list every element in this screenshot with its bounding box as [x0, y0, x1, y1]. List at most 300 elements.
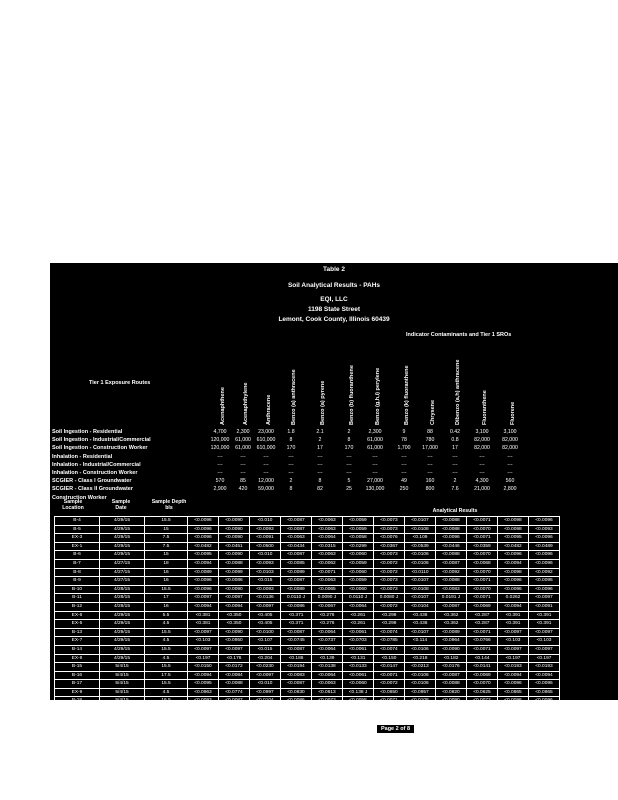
result-cell: <0.103 — [188, 637, 219, 646]
sample-depth-cell: 18 — [145, 559, 188, 568]
result-cell: <0.0096 — [529, 559, 560, 568]
result-cell: <0.0766 — [467, 637, 498, 646]
result-cell: <0.0136 — [250, 594, 281, 603]
route-value: 82,000 — [502, 445, 518, 452]
sample-date-cell: 5/4/15 — [100, 697, 145, 706]
route-value: 2,800 — [503, 486, 517, 493]
result-cell: <0.0074 — [374, 645, 405, 654]
result-cell: <0.0091 — [529, 602, 560, 611]
route-value: 21,000 — [474, 486, 490, 493]
result-cell: <0.144 — [467, 654, 498, 663]
result-cell: <0.391 — [529, 620, 560, 629]
result-cell: <0.0068 — [467, 559, 498, 568]
column-header: Acenaphthene — [220, 387, 226, 425]
sample-location-cell: B-17 — [55, 680, 100, 689]
result-cell: <0.0963 — [188, 688, 219, 697]
result-cell: <0.0070 — [467, 680, 498, 689]
result-cell: <0.0090 — [219, 525, 250, 534]
result-cell: <0.0064 — [343, 602, 374, 611]
result-cell: <0.131 — [343, 654, 374, 663]
result-cell: <0.0071 — [467, 577, 498, 586]
sample-date-cell: 4/29/15 — [100, 654, 145, 663]
sample-location-cell: B-13 — [55, 628, 100, 637]
result-cell: <0.0089 — [281, 568, 312, 577]
route-value: 610,000 — [256, 445, 276, 452]
result-cell: <0.0094 — [498, 602, 529, 611]
sample-depth-cell: 15.5 — [145, 628, 188, 637]
analytical-results-header: Analytical Results — [432, 508, 478, 514]
route-value: 5 — [347, 478, 351, 485]
sample-depth-cell: 15.5 — [145, 663, 188, 672]
company-name: EQI, LLC — [320, 296, 348, 303]
sample-depth-cell: 4.5 — [145, 620, 188, 629]
route-value: --- — [217, 470, 223, 476]
result-cell: <0.0063 — [312, 551, 343, 560]
table-row — [55, 645, 560, 654]
result-cell: <0.109 — [405, 534, 436, 543]
route-value: 23,000 — [258, 429, 274, 435]
sample-location-cell: B-11 — [55, 594, 100, 603]
sample-date-cell: 4/29/15 — [100, 620, 145, 629]
route-value: 4,700 — [213, 429, 227, 435]
result-cell: <0.0093 — [250, 585, 281, 594]
sample-date-cell: 4/29/15 — [100, 628, 145, 637]
sample-location-cell: B-15 — [55, 663, 100, 672]
sample-location-cell: B-9 — [55, 577, 100, 586]
result-cell: <0.0539 — [405, 542, 436, 551]
sample-depth-cell: 4.5 — [145, 637, 188, 646]
result-cell: <0.0096 — [529, 534, 560, 543]
sample-depth-cell: 5.5 — [145, 611, 188, 620]
result-cell: <0.0087 — [436, 602, 467, 611]
result-cell: <0.0090 — [219, 585, 250, 594]
result-cell: <0.197 — [498, 654, 529, 663]
result-cell: <0.0703 — [343, 637, 374, 646]
table-row — [55, 611, 560, 620]
route-value: 250 — [399, 486, 409, 493]
result-cell: <0.0103 — [250, 568, 281, 577]
table-row — [55, 585, 560, 594]
result-cell: <0.0213 — [405, 663, 436, 672]
result-cell: <0.362 — [436, 611, 467, 620]
result-cell: <0.0096 — [498, 585, 529, 594]
result-cell: <0.0092 — [529, 568, 560, 577]
table-row — [55, 525, 560, 534]
result-cell: <0.0063 — [312, 577, 343, 586]
route-value: --- — [427, 453, 433, 460]
result-cell: <0.0104 — [405, 602, 436, 611]
result-cell: <0.0096 — [498, 551, 529, 560]
result-cell: <0.0058 — [343, 534, 374, 543]
result-cell: <0.0172 — [219, 663, 250, 672]
result-cell: <0.0071 — [467, 534, 498, 543]
result-cell: <0.0090 — [219, 534, 250, 543]
sample-depth-cell: 16 — [145, 577, 188, 586]
route-value: 170 — [344, 445, 354, 452]
result-cell: <0.0315 — [312, 542, 343, 551]
sample-date-cell: 4/29/15 — [100, 517, 145, 526]
result-cell: <0.0088 — [436, 525, 467, 534]
result-cell: <0.0063 — [312, 517, 343, 526]
route-value: 560 — [505, 478, 515, 485]
result-cell: <0.0108 — [405, 585, 436, 594]
result-cell: <0.0230 — [250, 663, 281, 672]
result-cell: <0.0073 — [374, 525, 405, 534]
result-cell: <0.197 — [188, 654, 219, 663]
result-cell: <0.0097 — [219, 645, 250, 654]
result-cell: <0.0064 — [312, 671, 343, 680]
table-row — [55, 534, 560, 543]
route-value: --- — [346, 470, 352, 476]
sample-location-cell: B-4 — [55, 517, 100, 526]
result-cell: <0.0097 — [188, 628, 219, 637]
route-value: --- — [507, 470, 513, 476]
table-number: Table 2 — [323, 266, 345, 273]
route-value: --- — [288, 470, 294, 476]
route-label: SCGIER - Class II Groundwater — [52, 486, 133, 493]
result-cell: 0.0191 J — [436, 594, 467, 603]
result-cell: <0.0451 — [219, 542, 250, 551]
route-value: 0.42 — [449, 429, 461, 435]
result-cell: <0.0997 — [250, 688, 281, 697]
sample-depth-cell: 16 — [145, 568, 188, 577]
result-cell: <0.0061 — [343, 645, 374, 654]
route-value: --- — [317, 453, 323, 460]
result-cell: <0.0434 — [281, 542, 312, 551]
sample-location-cell: B-8 — [55, 568, 100, 577]
result-cell: <0.0613 — [312, 688, 343, 697]
route-value: 160 — [425, 478, 435, 485]
route-value: --- — [507, 461, 513, 468]
result-cell: <0.371 — [281, 611, 312, 620]
route-value: 1,700 — [397, 445, 411, 452]
result-cell: <0.0194 — [281, 663, 312, 672]
result-cell: <0.0085 — [281, 559, 312, 568]
column-header: Chrysene — [430, 399, 436, 425]
sample-depth-cell: 16 — [145, 602, 188, 611]
result-cell: <0.010 — [250, 551, 281, 560]
sample-depth-cell: 15 — [145, 551, 188, 560]
route-value: --- — [401, 461, 407, 468]
result-cell: <0.0076 — [374, 534, 405, 543]
route-value: 27,000 — [367, 478, 383, 485]
result-cell: <0.0094 — [188, 602, 219, 611]
result-cell: <0.0072 — [467, 697, 498, 706]
result-cell: <0.261 — [343, 620, 374, 629]
result-cell: <0.0095 — [188, 680, 219, 689]
result-cell: <0.0059 — [343, 517, 374, 526]
sample-date-cell: 5/4/15 — [100, 671, 145, 680]
result-cell: <0.0957 — [405, 688, 436, 697]
result-cell: <0.0065 — [312, 585, 343, 594]
result-cell: <0.0064 — [312, 534, 343, 543]
route-value: --- — [263, 453, 269, 460]
table-row — [55, 517, 560, 526]
result-cell: <0.0650 — [374, 688, 405, 697]
result-cell: <0.114 — [405, 637, 436, 646]
result-cell: <0.0063 — [312, 525, 343, 534]
route-value: --- — [401, 453, 407, 460]
result-cell: <0.0150 — [188, 663, 219, 672]
result-cell: <0.0774 — [219, 688, 250, 697]
result-cell: <0.0063 — [281, 534, 312, 543]
result-cell: <0.0062 — [312, 559, 343, 568]
route-value: --- — [288, 461, 294, 468]
result-cell: <0.0073 — [374, 577, 405, 586]
result-cell: <0.0830 — [281, 688, 312, 697]
route-label: SCGIER - Class I Groundwater — [52, 478, 132, 485]
result-cell: <0.0096 — [529, 697, 560, 706]
result-cell: 0.0110 J — [281, 594, 312, 603]
result-cell: <0.381 — [188, 620, 219, 629]
route-value: 120,000 — [210, 445, 230, 452]
route-value: --- — [507, 453, 513, 460]
route-value: 12,000 — [258, 478, 274, 485]
table-row — [55, 559, 560, 568]
sample-location-cell: EX-5 — [55, 620, 100, 629]
route-value: 82 — [317, 486, 323, 493]
result-cell: <0.436 — [405, 611, 436, 620]
result-cell: <0.0107 — [405, 577, 436, 586]
route-value: 120,000 — [210, 437, 230, 444]
result-cell: <0.0093 — [529, 525, 560, 534]
column-header: Benzo (a) pyrene — [320, 380, 326, 425]
result-cell: <0.0096 — [529, 551, 560, 560]
sample-location-cell: B-16 — [55, 671, 100, 680]
table-row — [55, 551, 560, 560]
route-value: 61,000 — [367, 437, 383, 444]
sample-location-cell: EX-1 — [55, 542, 100, 551]
route-value: --- — [217, 453, 223, 460]
result-cell: <0.0095 — [188, 551, 219, 560]
route-label: Soil Ingestion - Residential — [52, 429, 123, 435]
sample-depth-cell: 15.5 — [145, 645, 188, 654]
sample-results-table — [54, 516, 560, 706]
result-cell: <0.0097 — [250, 602, 281, 611]
result-cell: <0.0489 — [529, 542, 560, 551]
result-cell: <0.0095 — [529, 680, 560, 689]
result-cell: <0.391 — [498, 620, 529, 629]
result-cell: <0.0063 — [312, 680, 343, 689]
result-cell: <0.0090 — [219, 551, 250, 560]
result-cell: <0.0107 — [405, 517, 436, 526]
sample-location-header: Sample Location — [62, 499, 84, 511]
sample-date-cell: 4/28/15 — [100, 585, 145, 594]
result-cell: <0.0086 — [281, 697, 312, 706]
result-cell: <0.0095 — [498, 534, 529, 543]
sample-location-cell: B-10 — [55, 585, 100, 594]
result-cell: <0.0106 — [405, 671, 436, 680]
sample-location-cell: B-7 — [55, 559, 100, 568]
result-cell: <0.0060 — [343, 680, 374, 689]
sample-location-cell: B-6 — [55, 551, 100, 560]
route-value: 610,000 — [256, 437, 276, 444]
result-cell: <0.0071 — [312, 568, 343, 577]
result-cell: <0.0087 — [281, 551, 312, 560]
result-cell: <0.0087 — [281, 525, 312, 534]
route-value: 2 — [453, 478, 457, 485]
result-cell: <0.261 — [343, 611, 374, 620]
result-cell: <0.0073 — [374, 585, 405, 594]
result-cell: <0.0359 — [467, 542, 498, 551]
route-value: 570 — [215, 478, 225, 485]
result-cell: <0.0096 — [498, 697, 529, 706]
route-value: 61,000 — [235, 437, 251, 444]
result-cell: <0.350 — [219, 611, 250, 620]
result-cell: <0.0088 — [436, 551, 467, 560]
route-value: 8 — [318, 478, 322, 485]
sample-depth-cell: 17.5 — [145, 671, 188, 680]
result-cell: <0.0090 — [436, 645, 467, 654]
result-cell: <0.0090 — [219, 517, 250, 526]
result-cell: <0.0071 — [374, 697, 405, 706]
result-cell: <0.298 — [374, 611, 405, 620]
result-cell: <0.0087 — [281, 577, 312, 586]
result-cell: <0.0088 — [436, 577, 467, 586]
result-cell: <0.0071 — [374, 671, 405, 680]
result-cell: <0.0088 — [219, 680, 250, 689]
route-value: 3,100 — [475, 429, 489, 435]
table-row — [55, 594, 560, 603]
route-value: --- — [346, 453, 352, 460]
result-cell: <0.186 — [281, 654, 312, 663]
result-cell: <0.0061 — [343, 628, 374, 637]
route-value: 780 — [425, 437, 435, 444]
column-header: Fluorene — [510, 401, 516, 425]
route-value: 0.8 — [451, 437, 459, 444]
sample-date-cell: 4/28/15 — [100, 602, 145, 611]
route-value: 82,000 — [474, 437, 490, 444]
result-cell: <0.0108 — [405, 697, 436, 706]
result-cell: <0.0482 — [498, 542, 529, 551]
result-cell: <0.0090 — [219, 628, 250, 637]
result-cell: <0.0087 — [436, 671, 467, 680]
route-value: 25 — [346, 486, 352, 493]
result-cell: <0.0367 — [374, 542, 405, 551]
result-cell: <0.0138 — [312, 663, 343, 672]
result-cell: <0.0086 — [219, 577, 250, 586]
indicator-heading: Indicator Contaminants and Tier 1 SROs — [406, 332, 512, 338]
result-cell: <0.0950 — [219, 637, 250, 646]
route-value: --- — [372, 461, 378, 468]
route-value: 61,000 — [235, 445, 251, 452]
result-cell: <0.0059 — [343, 559, 374, 568]
result-cell: <0.298 — [374, 620, 405, 629]
sample-depth-cell: 15 — [145, 525, 188, 534]
result-cell: <0.0072 — [374, 559, 405, 568]
result-cell: <0.139 — [312, 654, 343, 663]
result-cell: <0.0087 — [281, 517, 312, 526]
route-label: Soil Ingestion - Construction Worker — [52, 445, 148, 452]
table-row — [55, 663, 560, 672]
route-label: Construction Worker — [52, 494, 107, 501]
result-cell: <0.0072 — [374, 568, 405, 577]
route-value: 78 — [401, 437, 407, 444]
result-cell: <0.0088 — [219, 559, 250, 568]
result-cell: <0.0097 — [498, 645, 529, 654]
sample-depth-cell: 4.5 — [145, 654, 188, 663]
result-cell: <0.0094 — [219, 602, 250, 611]
column-header: Benzo (k) fluoranthene — [404, 365, 410, 425]
column-header: Acenaphthylene — [243, 382, 249, 425]
result-cell: <0.0176 — [436, 663, 467, 672]
route-value: 82,000 — [502, 437, 518, 444]
sample-depth-cell: 15.5 — [145, 517, 188, 526]
result-cell: <0.0096 — [188, 585, 219, 594]
result-cell: <0.0107 — [405, 628, 436, 637]
table-row — [55, 637, 560, 646]
route-value: 88 — [427, 429, 433, 435]
route-value: 170 — [286, 445, 296, 452]
result-cell: <0.204 — [250, 654, 281, 663]
result-cell: <0.0067 — [312, 602, 343, 611]
sample-date-cell: 4/29/15 — [100, 611, 145, 620]
result-cell: <0.0106 — [405, 680, 436, 689]
result-cell: <0.0193 — [498, 663, 529, 672]
route-value: --- — [288, 453, 294, 460]
table-row — [55, 671, 560, 680]
result-cell: <0.015 — [250, 645, 281, 654]
result-cell: <0.0059 — [343, 525, 374, 534]
route-value: 17,000 — [422, 445, 438, 452]
table-row — [55, 577, 560, 586]
result-cell: <0.0096 — [529, 517, 560, 526]
result-cell: <0.0096 — [188, 577, 219, 586]
page-number: Page 2 of 8 — [377, 725, 414, 733]
result-cell: <0.0095 — [529, 577, 560, 586]
sample-date-cell: 4/29/15 — [100, 534, 145, 543]
result-cell: <0.276 — [312, 620, 343, 629]
result-cell: <0.0100 — [250, 628, 281, 637]
result-cell: <0.0083 — [281, 671, 312, 680]
result-cell: <0.010 — [250, 680, 281, 689]
result-cell: <0.0089 — [281, 585, 312, 594]
result-cell: <0.0087 — [281, 680, 312, 689]
result-cell: <0.0820 — [436, 688, 467, 697]
result-cell: <0.391 — [498, 611, 529, 620]
sample-depth-cell: 16.5 — [145, 697, 188, 706]
result-cell: <0.0096 — [498, 577, 529, 586]
result-cell: <0.0060 — [343, 568, 374, 577]
table-row — [55, 697, 560, 706]
result-cell: <0.182 — [436, 654, 467, 663]
result-cell: <0.0096 — [188, 517, 219, 526]
result-cell: <0.0737 — [312, 637, 343, 646]
result-cell: <0.0096 — [529, 585, 560, 594]
sample-location-cell: B-18 — [55, 697, 100, 706]
result-cell: <0.0865 — [498, 688, 529, 697]
sample-date-cell: 5/4/15 — [100, 663, 145, 672]
result-cell: <0.287 — [467, 620, 498, 629]
result-cell: <0.0094 — [498, 559, 529, 568]
city-address: Lemont, Cook County, Illinois 60439 — [278, 316, 390, 323]
result-cell: <0.0089 — [188, 568, 219, 577]
result-cell: <0.0070 — [467, 568, 498, 577]
result-cell: <0.381 — [188, 611, 219, 620]
result-cell: <0.0097 — [529, 628, 560, 637]
result-cell: 0.0262 — [498, 594, 529, 603]
sample-depth-cell: 15.5 — [145, 585, 188, 594]
route-value: 17 — [452, 445, 458, 452]
result-cell: <0.197 — [529, 654, 560, 663]
sample-date-cell: 4/28/15 — [100, 594, 145, 603]
result-cell: <0.405 — [250, 611, 281, 620]
result-cell: <0.0097 — [498, 628, 529, 637]
result-cell: <0.0072 — [374, 602, 405, 611]
result-cell: <0.0147 — [374, 663, 405, 672]
sample-date-cell: 4/29/15 — [100, 645, 145, 654]
route-label: Soil Ingestion - Industrial/Commercial — [52, 437, 151, 444]
